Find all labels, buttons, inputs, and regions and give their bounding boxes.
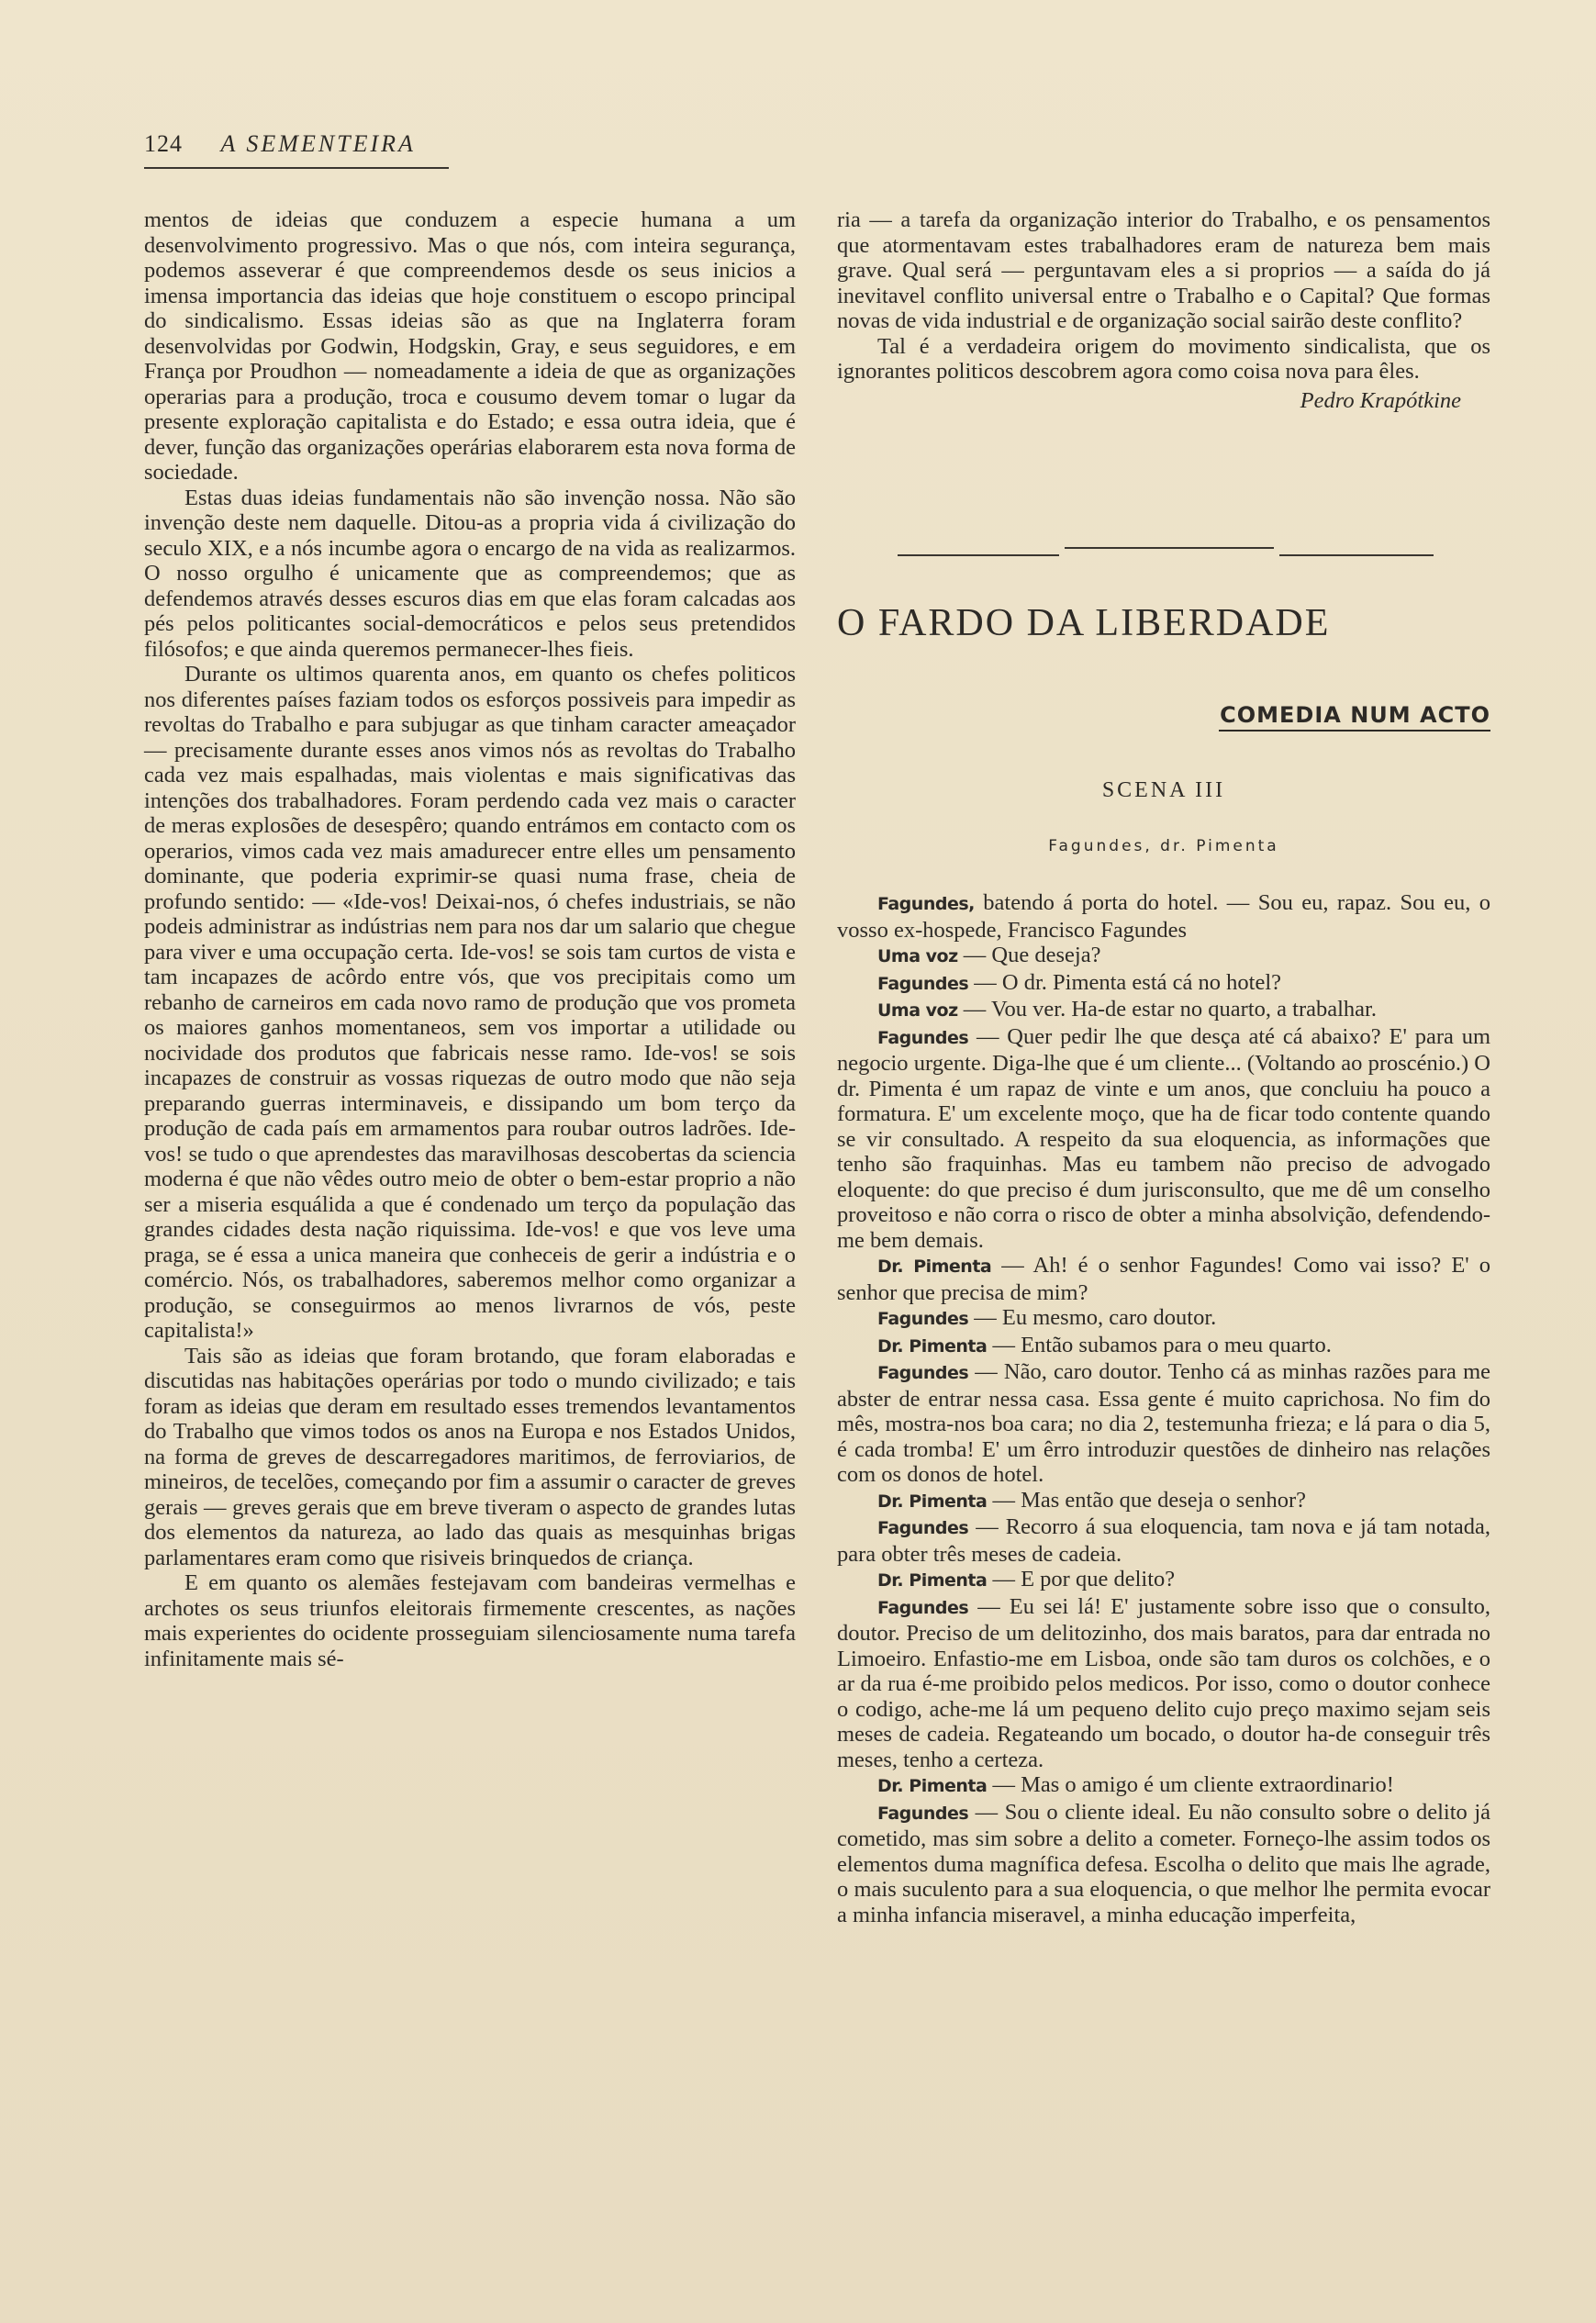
- dialogue-text: — Recorro á sua eloquencia, tam nova e já tam notada, para obter três meses de cadeia.: [837, 1514, 1490, 1567]
- paragraph: E em quanto os alemães festejavam com bandeiras vermelhas e archotes os seus triunfos eleitorais firmemente crescentes, as nações mais experientes do ocidente prosseguiam silenciosamente numa tarefa infinitamente mais sé-: [144, 1570, 796, 1671]
- section-separator-center: [1065, 547, 1274, 549]
- dialogue-text: — Mas então que deseja o senhor?: [987, 1487, 1306, 1513]
- dialogue-line: [837, 1488, 1490, 1515]
- scene-heading: SCENA III: [1101, 778, 1226, 802]
- header-rule: [144, 167, 449, 169]
- dialogue-line: [837, 1772, 1490, 1800]
- speaker-name: Dr. Pimenta: [877, 1570, 988, 1591]
- dialogue-text: — Eu mesmo, caro doutor.: [968, 1305, 1217, 1330]
- speaker-name: Dr. Pimenta: [877, 1335, 988, 1357]
- dialogue-line: [837, 997, 1490, 1024]
- dialogue-text: — O dr. Pimenta está cá no hotel?: [968, 969, 1282, 995]
- running-head: [144, 130, 416, 158]
- dialogue-line: [837, 1514, 1490, 1567]
- dialogue-line: [837, 1594, 1490, 1773]
- speaker-name: Dr. Pimenta: [877, 1256, 992, 1277]
- speaker-name: Fagundes: [877, 1597, 969, 1618]
- dialogue-line: [837, 890, 1490, 943]
- speaker-name: Fagundes: [877, 1309, 969, 1329]
- dialogue-line: [837, 970, 1490, 998]
- paragraph: Tais são as ideias que foram brotando, que foram elaboradas e discutidas nas habitações operárias por todo o mundo civilizado; e tais foram as ideias que deram em resultado esses tremendos levantamentos do Trabalho que vimos todos os anos na Europa e nos Estados Unidos, na forma de greves de descarregadores maritimos, de ferroviarios, de mineiros, de tecelões, começando por fim a assumir o caracter de greves gerais — greves gerais que em breve tiveram o aspecto de grandes lutas dos elementos da natureza, ao lado das quais as mesquinhas brigas parlamentares eram como que risiveis brinquedos de criança.: [144, 1343, 796, 1570]
- dialogue-text: — Não, caro doutor. Tenho cá as minhas razões para me abster de entrar nessa casa. Essa gente é muito caprichosa. No fim do mês, mostra-nos boa cara; no dia 2, testemunha frieza; e lá para o dia 5, é cada tromba! E' um êrro introduzir questões de dinheiro nas relações com os donos de hotel.: [837, 1359, 1490, 1487]
- paragraph: Estas duas ideias fundamentais não são invenção nossa. Não são invenção deste nem daquelle. Ditou-as a propria vida á civilização do seculo XIX, e a nós incumbe agora o encargo de na vida as realizarmos. O nosso orgulho é unicamente que as compreendemos; que as defendemos através desses escuros dias em que elas foram calcadas aos pés pelos politicantes social-democráticos e pelos seus pretendidos filósofos; e que ainda queremos permanecer-lhes fieis.: [144, 485, 796, 662]
- play-title: O FARDO DA LIBERDADE: [837, 602, 1331, 644]
- dialogue-line: [837, 1800, 1490, 1928]
- speaker-name: Fagundes: [877, 1803, 969, 1824]
- dialogue-line: [837, 1024, 1490, 1254]
- dialogue-line: [837, 1253, 1490, 1305]
- dialogue-text: — Mas o amigo é um cliente extraordinario!: [987, 1772, 1394, 1797]
- author-signature: Pedro Krapótkine: [1300, 387, 1461, 413]
- article-paragraphs: [837, 207, 1490, 385]
- dialogue-line: [837, 943, 1490, 970]
- dialogue-text: — Eu sei lá! E' justamente sobre isso que o consulto, doutor. Preciso de um delitozinho, dos mais baratos, para dar entrada no Limoeiro. Enfastio-me em Lisboa, onde são tam duros os colchões, e o ar da rua é-me proibido pelos medicos. Por isso, como o doutor conhece o codigo, ache-me lá um pequeno delito cujo preço maximo sejam seis meses de cadeia. Regateando um bocado, o doutor ha-de conseguir três meses, tenho a certeza.: [837, 1593, 1490, 1772]
- dialogue-line: [837, 1305, 1490, 1333]
- paragraph: ria — a tarefa da organização interior do Trabalho, e os pensamentos que atormentavam estes trabalhadores eram de natureza bem mais grave. Qual será — perguntavam eles a si proprios — a saída do já inevitavel conflito universal entre o Trabalho e o Capital? Que formas novas de vida industrial e de organização social sairão deste conflito?: [837, 207, 1490, 333]
- dialogue-text: — Vou ver. Ha-de estar no quarto, a trabalhar.: [957, 997, 1377, 1022]
- dialogue-line: [837, 1333, 1490, 1360]
- speaker-name: Fagundes: [877, 1363, 969, 1383]
- speaker-name: Fagundes: [877, 973, 969, 994]
- speaker-name: Uma voz: [877, 946, 958, 966]
- play-subtitle: COMEDIA NUM ACTO: [1219, 702, 1490, 732]
- dialogue-line: [837, 1567, 1490, 1594]
- section-separator-left: [898, 554, 1059, 556]
- speaker-name: Fagundes,: [877, 894, 975, 914]
- play-dialogue: [837, 890, 1490, 1927]
- paragraph: Durante os ultimos quarenta anos, em quanto os chefes politicos nos diferentes países faziam todos os esforços possiveis para impedir as revoltas do Trabalho e para subjugar as que tinham caracter ameaçador — precisamente durante esses anos vimos nós as revoltas do Trabalho cada vez mais espalhadas, mais violentas e mais significativas das intenções dos trabalhadores. Foram perdendo cada vez mais o caracter de meras explosões de desespêro; quando entrámos em contacto com os operarios, vimos cada vez mais amadurecer entre elles um pensamento dominante, que poderia exprimir-se quasi numa frase, cheia de profundo sentido: — «Ide-vos! Deixai-nos, ó chefes industriais, se não podeis administrar as indústrias nem para nos dar um salario que chegue para viver e uma occupação certa. Ide-vos! se sois tam curtos de vista e tam incapazes de acôrdo entre vós, que vos precipitais como um rebanho de carneiros em cada novo ramo de produção que vos prometa os maiores ganhos momentaneos, sem vos importar a utilidade ou nocividade dos produtos que fabricais nesse ramo. Ide-vos! se sois incapazes de construir as vossas riquezas de outro modo que não seja preparando guerras interminaveis, e dissipando um bom terço da produção de cada país em armamentos para roubar outros ladrões. Ide-vos! se tudo o que aprendestes das maravilhosas descobertas da sciencia moderna é que não vêdes outro meio de obter o bem-estar proprio a não ser a miseria esquálida a que é condenado um terço da população das grandes cidades desta nação riquissima. Ide-vos! e que vos leve uma praga, se é essa a unica maneira que conheceis de gerir a indústria e o comércio. Nós, os trabalhadores, saberemos melhor como organizar a produção, se conseguirmos ao menos livrarnos de vós, peste capitalista!»: [144, 662, 796, 1343]
- dialogue-text: — E por que delito?: [987, 1567, 1176, 1591]
- right-column-article-end: [837, 207, 1490, 413]
- speaker-name: Fagundes: [877, 1518, 969, 1538]
- scene-characters: Fagundes, dr. Pimenta: [1048, 837, 1279, 855]
- publication-title: A SEMENTEIRA: [220, 130, 416, 157]
- paragraph: mentos de ideias que conduzem a especie humana a um desenvolvimento progressivo. Mas o que nós, com inteira segurança, podemos asseverar é que compreendemos desde os seus inicios a imensa importancia das ideias que hoje constituem o escopo principal do sindicalismo. Essas ideias são as que na Inglaterra foram desenvolvidas por Godwin, Hodgskin, Gray, e seus seguidores, e em França por Proudhon — nomeadamente a ideia de que as organizações operarias para a produção, troca e cousumo devem tomar o lugar da presente exploração capitalista e do Estado; e essa outra ideia, que é dever, função das organizações operárias elaborarem esta nova forma de sociedade.: [144, 207, 796, 485]
- section-separator-right: [1279, 554, 1434, 556]
- dialogue-text: — Que deseja?: [957, 943, 1101, 967]
- dialogue-line: [837, 1359, 1490, 1488]
- speaker-name: Dr. Pimenta: [877, 1491, 988, 1512]
- speaker-name: Fagundes: [877, 1027, 969, 1048]
- dialogue-text: — Sou o cliente ideal. Eu não consulto sobre o delito já cometido, mas sim sobre a delito a cometer. Forneço-lhe assim todos os elementos duma magnífica defesa. Escolha o delito que mais lhe agrade, o mais suculento para a sua eloquencia, o que melhor lhe permita evocar a minha infancia miseravel, a minha educação imperfeita,: [837, 1799, 1490, 1927]
- left-column-article: [144, 207, 796, 1671]
- page-number: 124: [144, 130, 183, 157]
- dialogue-text: — Ah! é o senhor Fagundes! Como vai isso? E' o senhor que precisa de mim?: [837, 1253, 1490, 1305]
- dialogue-text: — Quer pedir lhe que desça até cá abaixo? E' para um negocio urgente. Diga-lhe que é um cliente... (Voltando ao proscénio.) O dr. Pimenta é um rapaz de vinte e um anos, que concluiu ha pouco a formatura. E' um excelente moço, que ha de ficar todo contente quando se vir consultado. A respeito da sua eloquencia, as informações que tenho são fraquinhas. Mas eu tambem não preciso de advogado eloquente: do que preciso é dum jurisconsulto, que me dê um conselho proveitoso e não corra o risco de obter a minha absolvição, defendendo-me bem demais.: [837, 1023, 1490, 1253]
- speaker-name: Uma voz: [877, 1000, 958, 1021]
- dialogue-text: — Então subamos para o meu quarto.: [987, 1332, 1332, 1357]
- dialogue-text: batendo á porta do hotel. — Sou eu, rapaz. Sou eu, o vosso ex-hospede, Francisco Fagundes: [837, 890, 1490, 943]
- speaker-name: Dr. Pimenta: [877, 1776, 988, 1796]
- paragraph: Tal é a verdadeira origem do movimento sindicalista, que os ignorantes politicos descobrem agora como coisa nova para êles.: [837, 333, 1490, 384]
